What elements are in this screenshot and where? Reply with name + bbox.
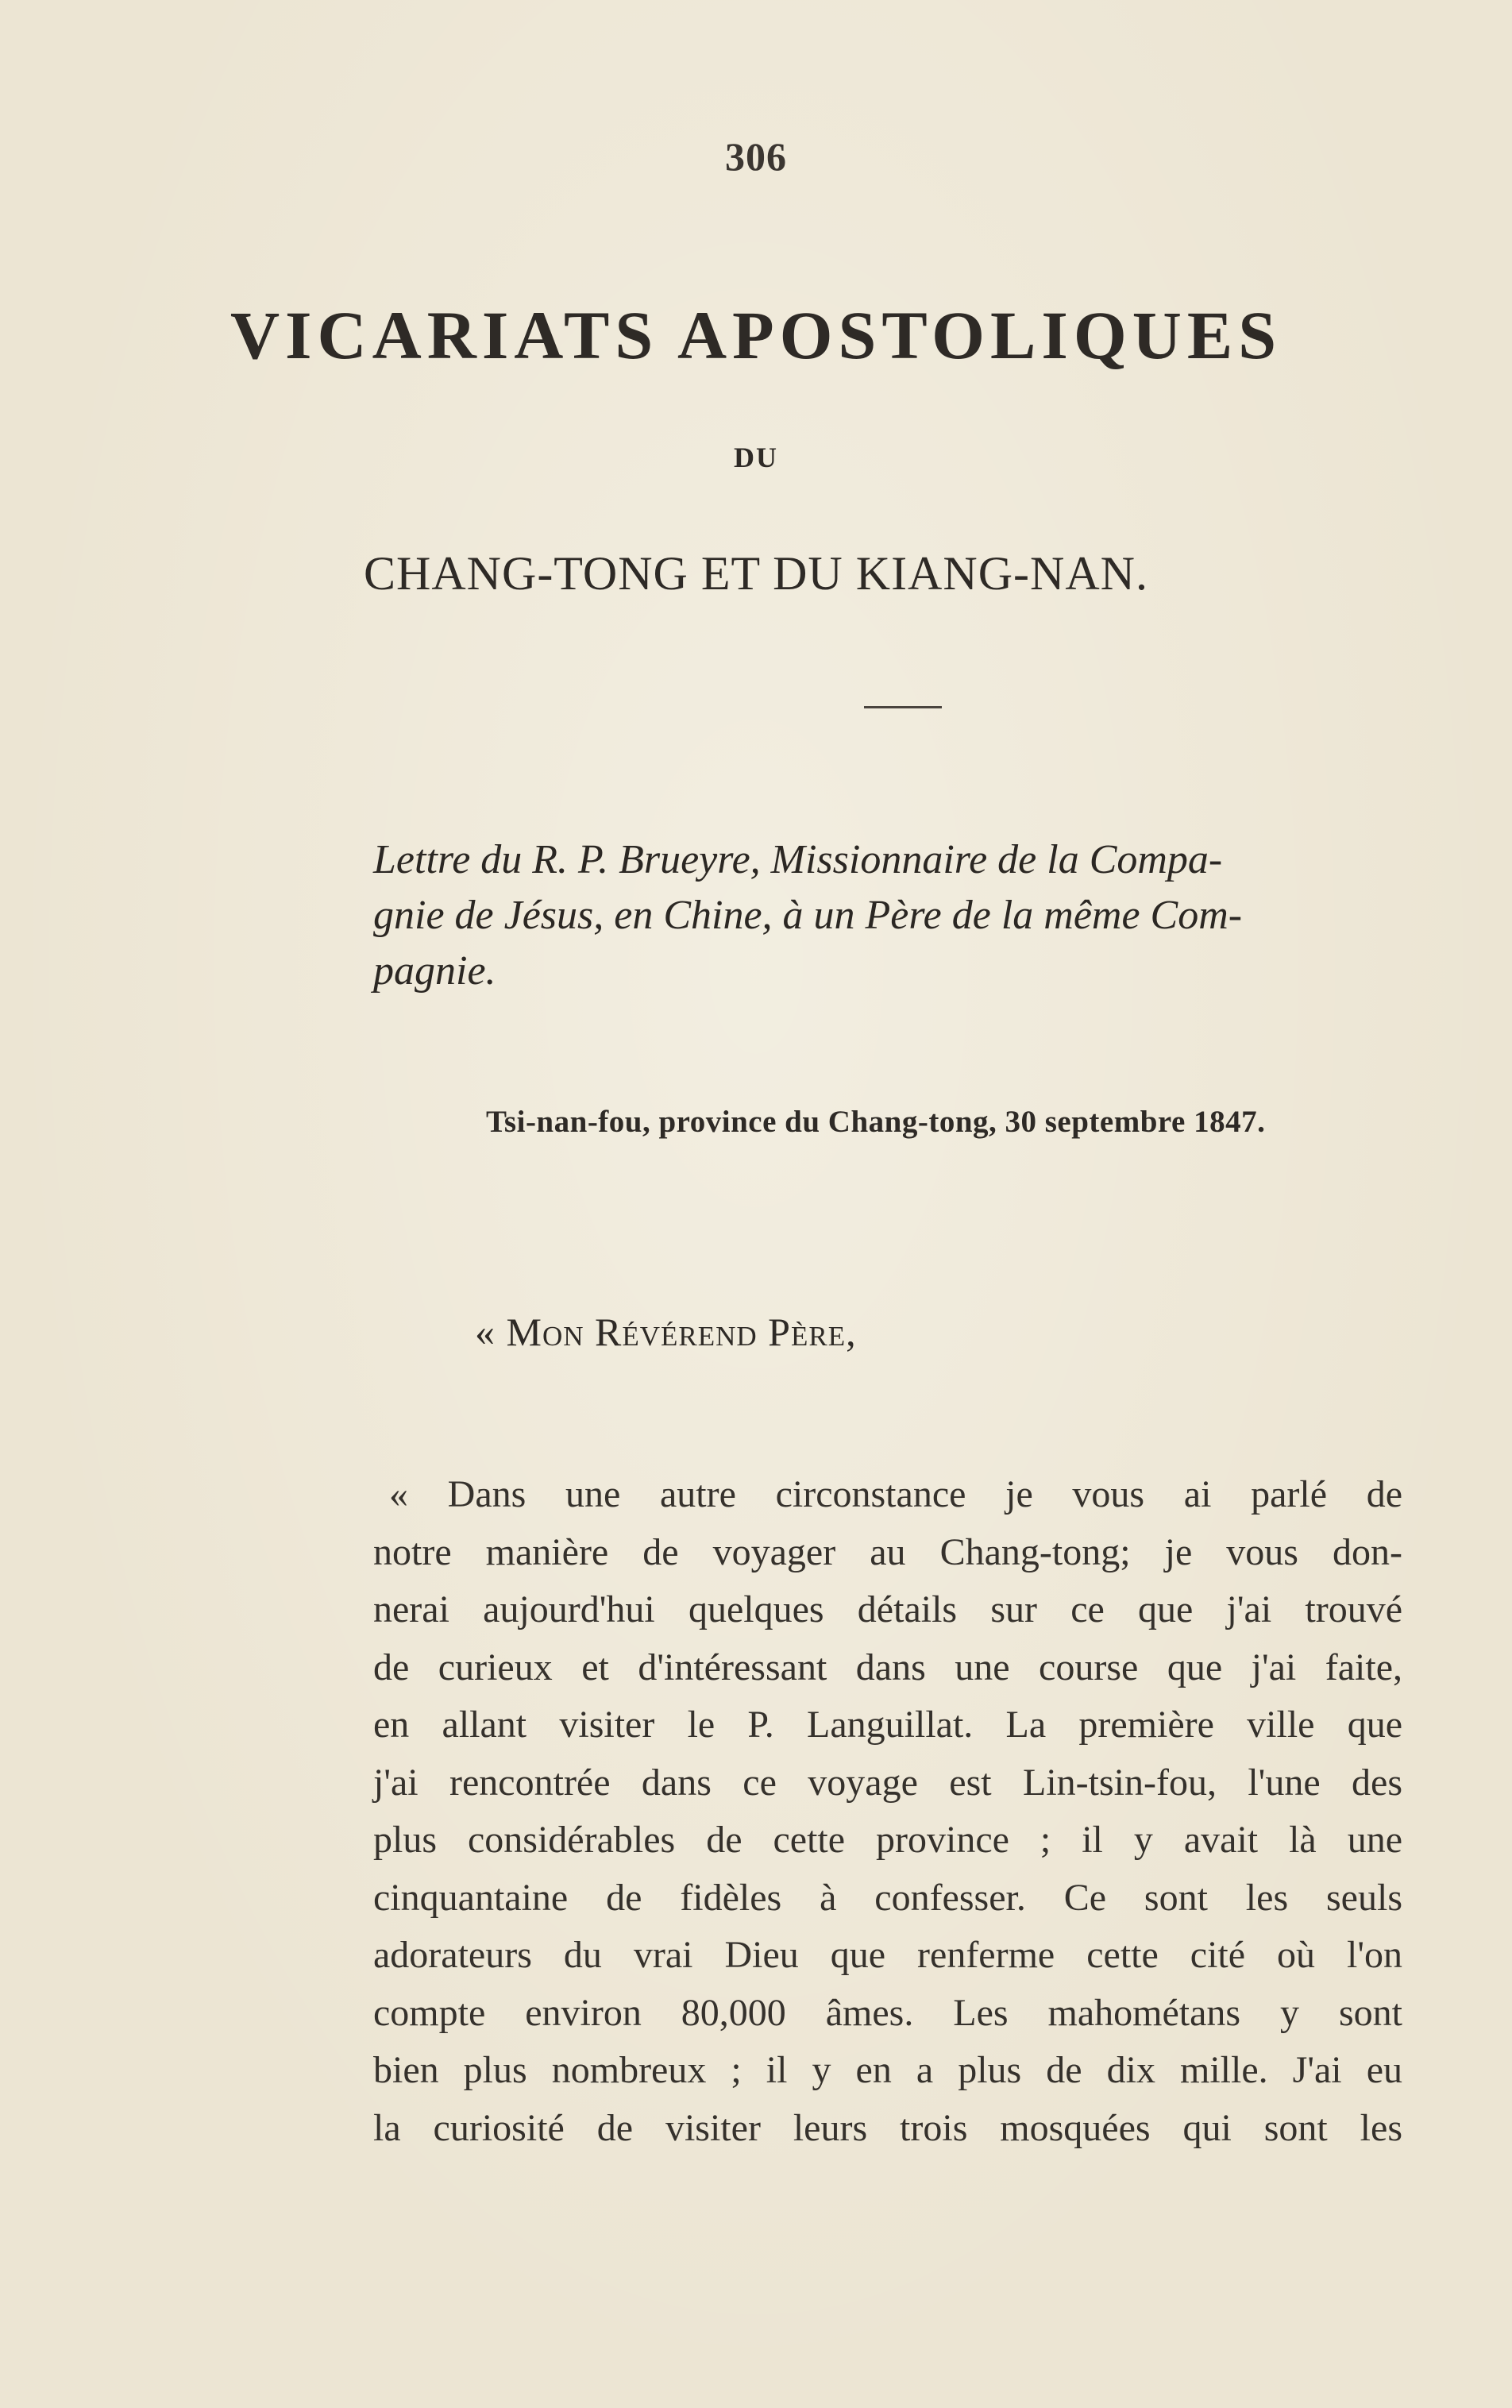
body-line: la curiosité de visiter leurs trois mosquées qui sont les [373,2106,1402,2149]
salutation [475,1309,1269,1355]
body-text [373,1466,1402,2157]
letter-heading-line: gnie de Jésus, en Chine, à un Père de la même Com- [373,893,1243,938]
letter-heading-line: Lettre du R. P. Brueyre, Missionnaire de la Compa- [373,837,1223,882]
dateline: Tsi-nan-fou, province du Chang-tong, 30 septembre 1847. [486,1105,1266,1139]
section-title: VICARIATS APOSTOLIQUES [230,297,1282,373]
body-line: plus considérables de cette province ; il y avait là une [373,1819,1402,1861]
body-line: de curieux et d'intéressant dans une course que j'ai faite, [373,1646,1402,1688]
section-subtitle: CHANG-TONG ET DU KIANG-NAN. [363,547,1149,600]
body-line: cinquantaine de fidèles à confesser. Ce sont les seuls [373,1876,1402,1919]
body-line: j'ai rencontrée dans ce voyage est Lin-tsin-fou, l'une des [373,1761,1402,1804]
salutation-quote-mark: « [475,1310,496,1354]
body-line: « Dans une autre circonstance je vous ai parlé de [389,1473,1402,1515]
divider-rule [864,706,942,708]
body-line: nerai aujourd'hui quelques détails sur ce que j'ai trouvé [373,1588,1402,1630]
body-line: en allant visiter le P. Languillat. La première ville que [373,1704,1402,1746]
letter-heading-line: pagnie. [373,948,496,994]
body-line: bien plus nombreux ; il y en a plus de dix mille. J'ai eu [373,2049,1402,2091]
body-line: notre manière de voyager au Chang-tong; je vous don- [373,1530,1402,1573]
body-line: adorateurs du vrai Dieu que renferme cette cité où l'on [373,1934,1402,1976]
page-number: 306 [725,134,787,179]
salutation-text: Mon Révérend Père, [506,1310,857,1354]
section-title-connector: DU [734,442,778,473]
body-line: compte environ 80,000 âmes. Les mahométans y sont [373,1991,1402,2034]
letter-heading [373,832,1406,999]
